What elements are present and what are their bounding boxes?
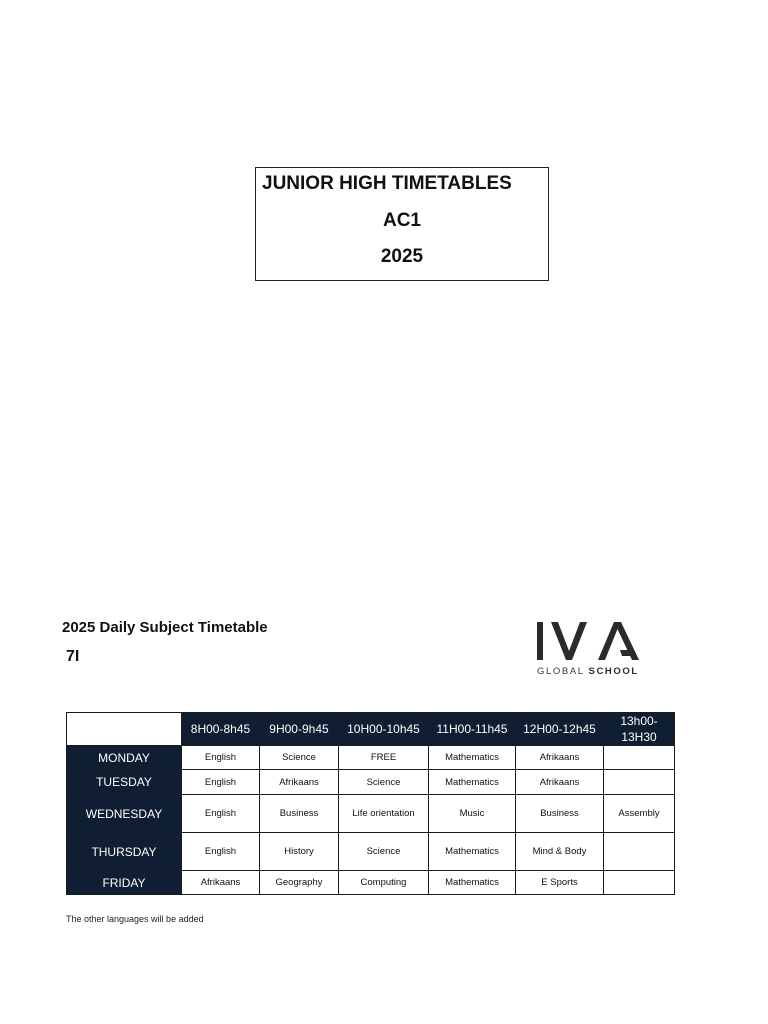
subject-cell: Music <box>429 795 516 833</box>
subject-cell: Mathematics <box>429 871 516 895</box>
day-label: WEDNESDAY <box>67 795 182 833</box>
footnote: The other languages will be added <box>66 914 204 924</box>
subject-cell: Mathematics <box>429 833 516 871</box>
subject-cell: English <box>182 746 260 770</box>
timetable <box>66 712 675 895</box>
cover-title-box <box>255 167 549 281</box>
timetable-row-wednesday <box>67 795 675 833</box>
timetable-row-friday <box>67 871 675 895</box>
subject-cell <box>604 833 675 871</box>
logo-caption-light: GLOBAL <box>537 666 589 677</box>
time-slot-header: 12H00-12h45 <box>516 713 604 746</box>
timetable-row-thursday <box>67 833 675 871</box>
subject-cell: English <box>182 833 260 871</box>
subject-cell <box>604 871 675 895</box>
subject-cell: E Sports <box>516 871 604 895</box>
time-slot-header: 13h00-13H30 <box>604 713 675 746</box>
time-slot-header: 11H00-11h45 <box>429 713 516 746</box>
subject-cell: Business <box>260 795 339 833</box>
subject-cell: Assembly <box>604 795 675 833</box>
cover-code: AC1 <box>382 210 421 231</box>
subject-cell: Afrikaans <box>516 770 604 795</box>
cover-title: JUNIOR HIGH TIMETABLES <box>262 173 512 194</box>
timetable-corner-cell <box>67 713 182 746</box>
subject-cell: English <box>182 770 260 795</box>
subject-cell <box>604 770 675 795</box>
time-slot-header: 9H00-9h45 <box>260 713 339 746</box>
iva-global-school-logo <box>536 620 648 680</box>
subject-cell: Computing <box>339 871 429 895</box>
subject-cell: Mathematics <box>429 746 516 770</box>
subject-cell: Mind & Body <box>516 833 604 871</box>
timetable-header-row <box>67 713 675 746</box>
subject-cell: Geography <box>260 871 339 895</box>
subject-cell: Afrikaans <box>516 746 604 770</box>
class-code: 7I <box>66 648 80 665</box>
timetable-row-monday <box>67 746 675 770</box>
day-label: TUESDAY <box>67 770 182 795</box>
subject-cell: Afrikaans <box>182 871 260 895</box>
subject-cell: Science <box>339 833 429 871</box>
subject-cell <box>604 746 675 770</box>
time-slot-header: 8H00-8h45 <box>182 713 260 746</box>
subject-cell: FREE <box>339 746 429 770</box>
time-slot-header: 10H00-10h45 <box>339 713 429 746</box>
day-label: MONDAY <box>67 746 182 770</box>
timetable-row-tuesday <box>67 770 675 795</box>
subject-cell: History <box>260 833 339 871</box>
subject-cell: Afrikaans <box>260 770 339 795</box>
timetable-heading: 2025 Daily Subject Timetable <box>62 619 268 636</box>
iva-wordmark-logo <box>536 620 648 664</box>
subject-cell: Mathematics <box>429 770 516 795</box>
day-label: FRIDAY <box>67 871 182 895</box>
subject-cell: Science <box>339 770 429 795</box>
subject-cell: English <box>182 795 260 833</box>
subject-cell: Science <box>260 746 339 770</box>
subject-cell: Business <box>516 795 604 833</box>
logo-caption <box>537 666 639 678</box>
logo-caption-bold: SCHOOL <box>588 666 639 677</box>
cover-year: 2025 <box>380 246 424 267</box>
subject-cell: Life orientation <box>339 795 429 833</box>
day-label: THURSDAY <box>67 833 182 871</box>
